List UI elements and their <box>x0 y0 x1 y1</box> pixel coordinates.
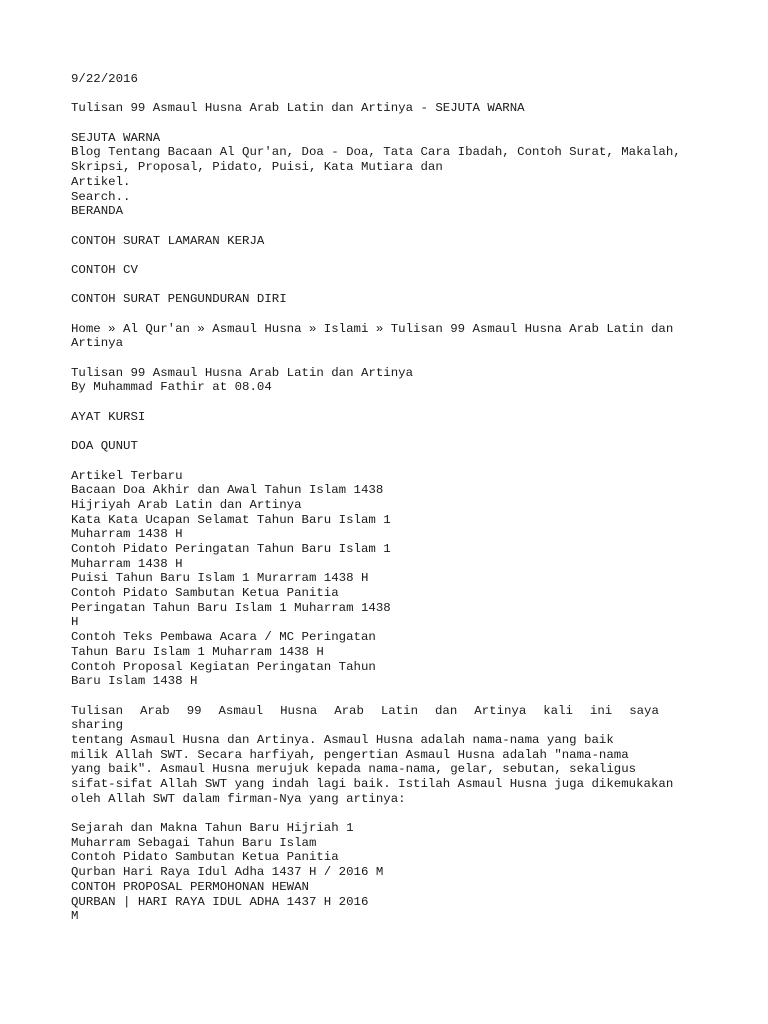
related-link-line[interactable]: CONTOH PROPOSAL PERMOHONAN HEWAN <box>71 879 309 894</box>
recent-article-line[interactable]: Contoh Teks Pembawa Acara / MC Peringatan <box>71 630 376 645</box>
post-title: Tulisan 99 Asmaul Husna Arab Latin dan Artinya <box>71 365 414 380</box>
recent-article-line[interactable]: Contoh Pidato Peringatan Tahun Baru Islam 1 <box>71 542 391 556</box>
recent-article-line[interactable]: Kata Kata Ucapan Selamat Tahun Baru Islam 1 <box>71 512 391 527</box>
body-word: Artinya <box>474 703 527 718</box>
related-link-line[interactable]: Contoh Pidato Sambutan Ketua Panitia <box>71 850 339 865</box>
recent-article-line[interactable]: H <box>71 615 79 630</box>
body-word: Husna <box>280 703 318 718</box>
body-word: saya <box>629 703 659 718</box>
breadcrumb-continued: Artinya <box>71 336 124 351</box>
body-word: Arab <box>334 703 364 718</box>
recent-article-line[interactable]: Tahun Baru Islam 1 Muharram 1438 H <box>71 644 324 659</box>
nav-link-lamaran[interactable]: CONTOH SURAT LAMARAN KERJA <box>71 233 265 248</box>
recent-article-line[interactable]: Muharram 1438 H <box>71 556 183 571</box>
body-word: dan <box>435 703 458 718</box>
body-word: kali <box>543 703 573 718</box>
body-word: Asmaul <box>218 703 264 718</box>
body-paragraph-line: tentang Asmaul Husna dan Artinya. Asmaul Husna adalah nama-nama yang baik <box>71 732 614 747</box>
side-link-ayat-kursi[interactable]: AYAT KURSI <box>71 409 146 424</box>
body-paragraph-line: oleh Allah SWT dalam firman-Nya yang artinya: <box>71 791 406 806</box>
body-word: ini <box>589 703 613 718</box>
related-link-line[interactable]: M <box>71 909 79 924</box>
recent-article-line[interactable]: Bacaan Doa Akhir dan Awal Tahun Islam 1438 <box>71 483 384 498</box>
recent-article-line[interactable]: Baru Islam 1438 H <box>71 674 198 689</box>
related-link-line[interactable]: Qurban Hari Raya Idul Adha 1437 H / 2016 M <box>71 865 384 880</box>
site-tagline-line: Skripsi, Proposal, Pidato, Puisi, Kata Mutiara dan <box>71 160 443 175</box>
document-page <box>71 72 711 924</box>
body-first-line <box>71 704 659 719</box>
body-word: 99 <box>186 703 202 718</box>
search-input[interactable]: Search.. <box>71 189 131 204</box>
recent-articles-heading: Artikel Terbaru <box>71 468 183 483</box>
recent-article-line[interactable]: Puisi Tahun Baru Islam 1 Murarram 1438 H <box>71 571 369 586</box>
body-paragraph-line: sifat-sifat Allah SWT yang indah lagi baik. Istilah Asmaul Husna juga dikemukakan <box>71 777 674 791</box>
body-paragraph-line: milik Allah SWT. Secara harfiyah, pengertian Asmaul Husna adalah "nama-nama <box>71 747 629 762</box>
recent-article-line[interactable]: Muharram 1438 H <box>71 527 183 542</box>
print-date: 9/22/2016 <box>71 72 138 86</box>
site-tagline-line: Artikel. <box>71 174 131 189</box>
body-paragraph-line: yang baik". Asmaul Husna merujuk kepada nama-nama, gelar, sebutan, sekaligus <box>71 762 637 777</box>
nav-home-link[interactable]: BERANDA <box>71 204 124 219</box>
nav-link-cv[interactable]: CONTOH CV <box>71 262 138 277</box>
breadcrumb[interactable]: Home » Al Qur'an » Asmaul Husna » Islami » Tulisan 99 Asmaul Husna Arab Latin dan <box>71 321 674 336</box>
site-name[interactable]: SEJUTA WARNA <box>71 130 161 145</box>
recent-article-line[interactable]: Hijriyah Arab Latin dan Artinya <box>71 497 302 512</box>
post-byline: By Muhammad Fathir at 08.04 <box>71 380 272 395</box>
recent-article-line[interactable]: Contoh Pidato Sambutan Ketua Panitia <box>71 586 339 601</box>
page-title: Tulisan 99 Asmaul Husna Arab Latin dan Artinya - SEJUTA WARNA <box>71 101 525 116</box>
body-word: Latin <box>380 703 419 718</box>
recent-article-line[interactable]: Peringatan Tahun Baru Islam 1 Muharram 1438 <box>71 600 391 615</box>
body-word: Arab <box>140 703 170 718</box>
body-paragraph-line: sharing <box>71 718 124 733</box>
related-link-line[interactable]: QURBAN | HARI RAYA IDUL ADHA 1437 H 2016 <box>71 894 369 909</box>
recent-article-line[interactable]: Contoh Proposal Kegiatan Peringatan Tahun <box>71 659 376 674</box>
related-link-line[interactable]: Sejarah dan Makna Tahun Baru Hijriah 1 <box>71 821 354 836</box>
site-tagline-line: Blog Tentang Bacaan Al Qur'an, Doa - Doa, Tata Cara Ibadah, Contoh Surat, Makalah, <box>71 145 681 160</box>
related-link-line[interactable]: Muharram Sebagai Tahun Baru Islam <box>71 835 317 850</box>
body-word: Tulisan <box>71 703 124 718</box>
side-link-doa-qunut[interactable]: DOA QUNUT <box>71 439 138 454</box>
nav-link-pengunduran[interactable]: CONTOH SURAT PENGUNDURAN DIRI <box>71 292 287 307</box>
